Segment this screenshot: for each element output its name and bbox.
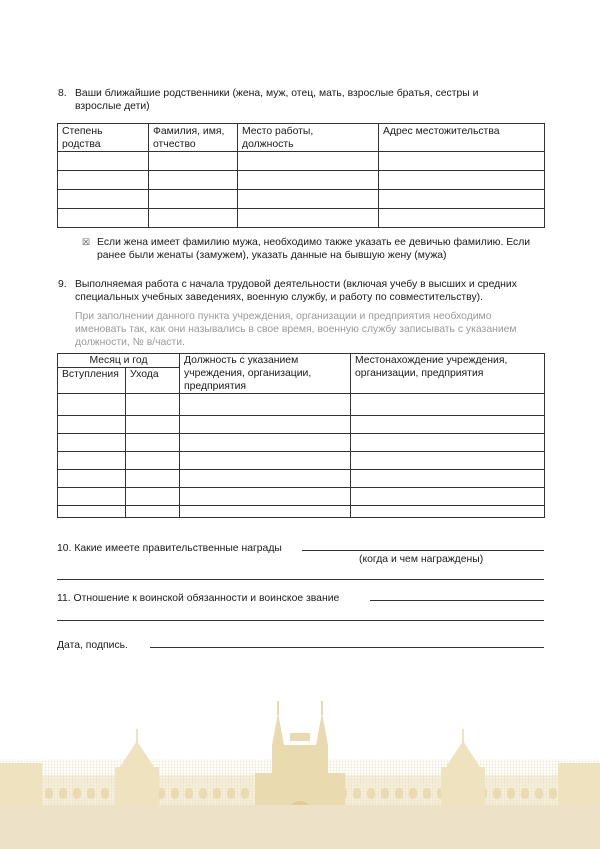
table-row — [58, 190, 545, 209]
start-cell[interactable] — [58, 506, 126, 518]
address-cell[interactable] — [379, 190, 545, 209]
start-cell[interactable] — [58, 416, 126, 434]
note-bullet-icon: ☒ — [82, 237, 91, 247]
start-cell[interactable] — [58, 434, 126, 452]
location-cell[interactable] — [351, 416, 545, 434]
location-cell[interactable] — [351, 434, 545, 452]
section-9-hint-line1: При заполнении данного пункта учреждения, организации и предприятия необходимо — [75, 311, 492, 322]
relatives-table-header — [58, 124, 545, 152]
table-row — [58, 171, 545, 190]
military-input-line-2[interactable] — [57, 620, 544, 621]
position-cell[interactable] — [180, 488, 351, 506]
relation-cell[interactable] — [58, 171, 149, 190]
header-text: Место работы, — [242, 126, 314, 137]
address-cell[interactable] — [379, 209, 545, 228]
header-location — [351, 354, 545, 394]
table-row — [58, 394, 545, 416]
note-line1: Если жена имеет фамилию мужа, необходимо также указать ее девичью фамилию. Если — [97, 237, 531, 248]
end-cell[interactable] — [126, 452, 180, 470]
end-cell[interactable] — [126, 470, 180, 488]
start-cell[interactable] — [58, 488, 126, 506]
awards-input-line[interactable] — [302, 550, 544, 551]
name-cell[interactable] — [149, 171, 238, 190]
workplace-cell[interactable] — [238, 190, 379, 209]
workplace-cell[interactable] — [238, 152, 379, 171]
position-cell[interactable] — [180, 416, 351, 434]
header-text: Должность с указанием — [184, 355, 299, 366]
end-cell[interactable] — [126, 394, 180, 416]
header-month-year: Месяц и год — [58, 354, 180, 368]
relatives-table — [57, 123, 545, 228]
signature-input-line[interactable] — [150, 647, 544, 648]
name-cell[interactable] — [149, 152, 238, 171]
header-address — [379, 124, 545, 152]
table-row — [58, 434, 545, 452]
name-cell[interactable] — [149, 209, 238, 228]
start-cell[interactable] — [58, 394, 126, 416]
header-end: Ухода — [126, 368, 180, 394]
section-8-question-line1: Ваши ближайшие родственники (жена, муж, отец, мать, взрослые братья, сестры и — [75, 88, 479, 99]
end-cell[interactable] — [126, 488, 180, 506]
location-cell[interactable] — [351, 488, 545, 506]
header-text: учреждения, организации, — [184, 368, 312, 379]
header-text: должность — [242, 139, 294, 150]
location-cell[interactable] — [351, 452, 545, 470]
section-8-question-line2: взрослые дети) — [75, 101, 150, 112]
header-relation — [58, 124, 149, 152]
location-cell[interactable] — [351, 470, 545, 488]
section-9-question-line1: Выполняемая работа с начала трудовой деятельности (включая учебу в высших и средних — [75, 279, 517, 290]
header-text: организации, предприятия — [355, 368, 484, 379]
header-full-name — [149, 124, 238, 152]
signature-label: Дата, подпись. — [57, 640, 128, 651]
section-10-label: 10. Какие имеете правительственные награды — [57, 543, 282, 554]
header-text: родства — [62, 139, 101, 150]
header-start: Вступления — [58, 368, 126, 394]
header-workplace — [238, 124, 379, 152]
awards-input-line-2[interactable] — [57, 579, 544, 580]
workplace-cell[interactable] — [238, 209, 379, 228]
position-cell[interactable] — [180, 452, 351, 470]
section-9-hint-line2: именовать так, как они назывались в свое время, военную службу записывать с указанием — [75, 324, 517, 335]
section-11-label: 11. Отношение к воинской обязанности и воинское звание — [57, 593, 340, 604]
header-text: предприятия — [184, 381, 247, 392]
header-text: Адрес местожительства — [383, 126, 500, 137]
position-cell[interactable] — [180, 470, 351, 488]
table-row — [58, 416, 545, 434]
employment-table — [57, 353, 545, 518]
section-8-number: 8. — [58, 88, 67, 99]
note-line2: ранее были женаты (замужем), указать данные на бывшую жену (мужа) — [97, 250, 447, 261]
header-text: Местонахождение учреждения, — [355, 355, 508, 366]
start-cell[interactable] — [58, 452, 126, 470]
end-cell[interactable] — [126, 416, 180, 434]
start-cell[interactable] — [58, 470, 126, 488]
building-facade-illustration — [0, 695, 600, 849]
table-row — [58, 470, 545, 488]
military-input-line[interactable] — [370, 600, 544, 601]
section-9-question-line2: специальных учебных заведениях, военную службу, и работу по совместительству). — [75, 292, 484, 303]
workplace-cell[interactable] — [238, 171, 379, 190]
table-row — [58, 506, 545, 518]
position-cell[interactable] — [180, 506, 351, 518]
section-10-sublabel: (когда и чем награждены) — [359, 554, 484, 565]
relation-cell[interactable] — [58, 190, 149, 209]
table-row — [58, 452, 545, 470]
table-row — [58, 152, 545, 171]
position-cell[interactable] — [180, 394, 351, 416]
relation-cell[interactable] — [58, 152, 149, 171]
end-cell[interactable] — [126, 506, 180, 518]
name-cell[interactable] — [149, 190, 238, 209]
location-cell[interactable] — [351, 394, 545, 416]
header-text: отчество — [153, 139, 196, 150]
address-cell[interactable] — [379, 152, 545, 171]
position-cell[interactable] — [180, 434, 351, 452]
section-9-hint-line3: должности, № в/части. — [75, 337, 185, 348]
employment-table-header — [58, 354, 545, 368]
header-position — [180, 354, 351, 394]
end-cell[interactable] — [126, 434, 180, 452]
table-row — [58, 209, 545, 228]
location-cell[interactable] — [351, 506, 545, 518]
address-cell[interactable] — [379, 171, 545, 190]
relation-cell[interactable] — [58, 209, 149, 228]
header-text: Фамилия, имя, — [153, 126, 225, 137]
table-row — [58, 488, 545, 506]
header-text: Степень — [62, 126, 103, 137]
section-9-number: 9. — [58, 279, 67, 290]
